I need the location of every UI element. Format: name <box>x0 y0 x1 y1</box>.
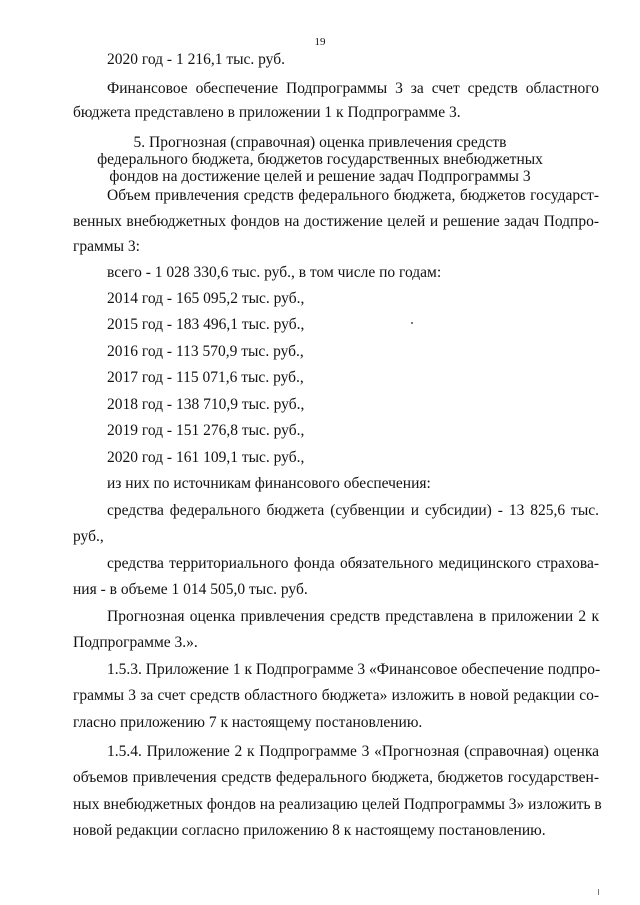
federal-funds-line: средства федерального бюджета (субвенции и субсидии) - 13 825,6 тыс. <box>107 502 599 519</box>
paragraph-line: бюджета представлено в приложении 1 к Подпрограмме 3. <box>73 104 461 121</box>
year-2018-line: 2018 год - 138 710,9 тыс. руб., <box>107 396 305 413</box>
scan-speck <box>411 322 413 324</box>
section-heading-line-2: федерального бюджета, бюджетов государственных внебюджетных <box>97 151 543 168</box>
item-1-5-4-line: объемов привлечения средств федерального бюджета, бюджетов государствен- <box>73 769 599 786</box>
year-2015-line: 2015 год - 183 496,1 тыс. руб., <box>107 316 305 333</box>
item-1-5-3-line: гласно приложению 7 к настоящему постановлению. <box>73 714 423 731</box>
paragraph-line: Объем привлечения средств федерального бюджета, бюджетов государст- <box>107 187 599 204</box>
text-line-2020-regional: 2020 год - 1 216,1 тыс. руб. <box>107 51 285 68</box>
territorial-fund-line-end: ния - в объеме 1 014 505,0 тыс. руб. <box>73 581 308 598</box>
page-number: 19 <box>314 36 326 48</box>
paragraph-line: Подпрограмме 3.». <box>73 634 198 651</box>
paragraph-line: Финансовое обеспечение Подпрограммы 3 за счет средств областного <box>107 80 599 97</box>
scan-speck <box>598 889 599 895</box>
item-1-5-3-line: граммы 3 за счет средств областного бюджета» изложить в новой редакции со- <box>73 687 599 704</box>
item-1-5-4-line: 1.5.4. Приложение 2 к Подпрограмме 3 «Прогнозная (справочная) оценка <box>107 743 599 760</box>
year-2019-line: 2019 год - 151 276,8 тыс. руб., <box>107 422 305 439</box>
total-amount-line: всего - 1 028 330,6 тыс. руб., в том числе по годам: <box>107 264 442 281</box>
territorial-fund-line: средства территориального фонда обязательного медицинского страхова- <box>107 555 599 572</box>
item-1-5-3-line: 1.5.3. Приложение 1 к Подпрограмме 3 «Финансовое обеспечение подпро- <box>107 661 601 678</box>
year-2016-line: 2016 год - 113 570,9 тыс. руб., <box>107 343 304 360</box>
paragraph-line: венных внебюджетных фондов на достижение целей и решение задач Подпро- <box>73 213 599 230</box>
year-2017-line: 2017 год - 115 071,6 тыс. руб., <box>107 369 304 386</box>
item-1-5-4-line: ных внебюджетных фондов на реализацию целей Подпрограммы 3» изложить в <box>73 796 602 813</box>
paragraph-line: граммы 3: <box>73 238 140 255</box>
paragraph-line: Прогнозная оценка привлечения средств представлена в приложении 2 к <box>107 608 599 625</box>
sources-line: из них по источникам финансового обеспечения: <box>107 475 431 492</box>
year-2014-line: 2014 год - 165 095,2 тыс. руб., <box>107 290 305 307</box>
section-heading-line-3: фондов на достижение целей и решение задач Подпрограммы 3 <box>109 168 531 185</box>
item-1-5-4-line: новой редакции согласно приложению 8 к настоящему постановлению. <box>73 822 546 839</box>
section-heading-line-1: 5. Прогнозная (справочная) оценка привлечения средств <box>133 134 507 151</box>
federal-funds-line-end: руб., <box>73 528 104 545</box>
year-2020-line: 2020 год - 161 109,1 тыс. руб., <box>107 449 305 466</box>
